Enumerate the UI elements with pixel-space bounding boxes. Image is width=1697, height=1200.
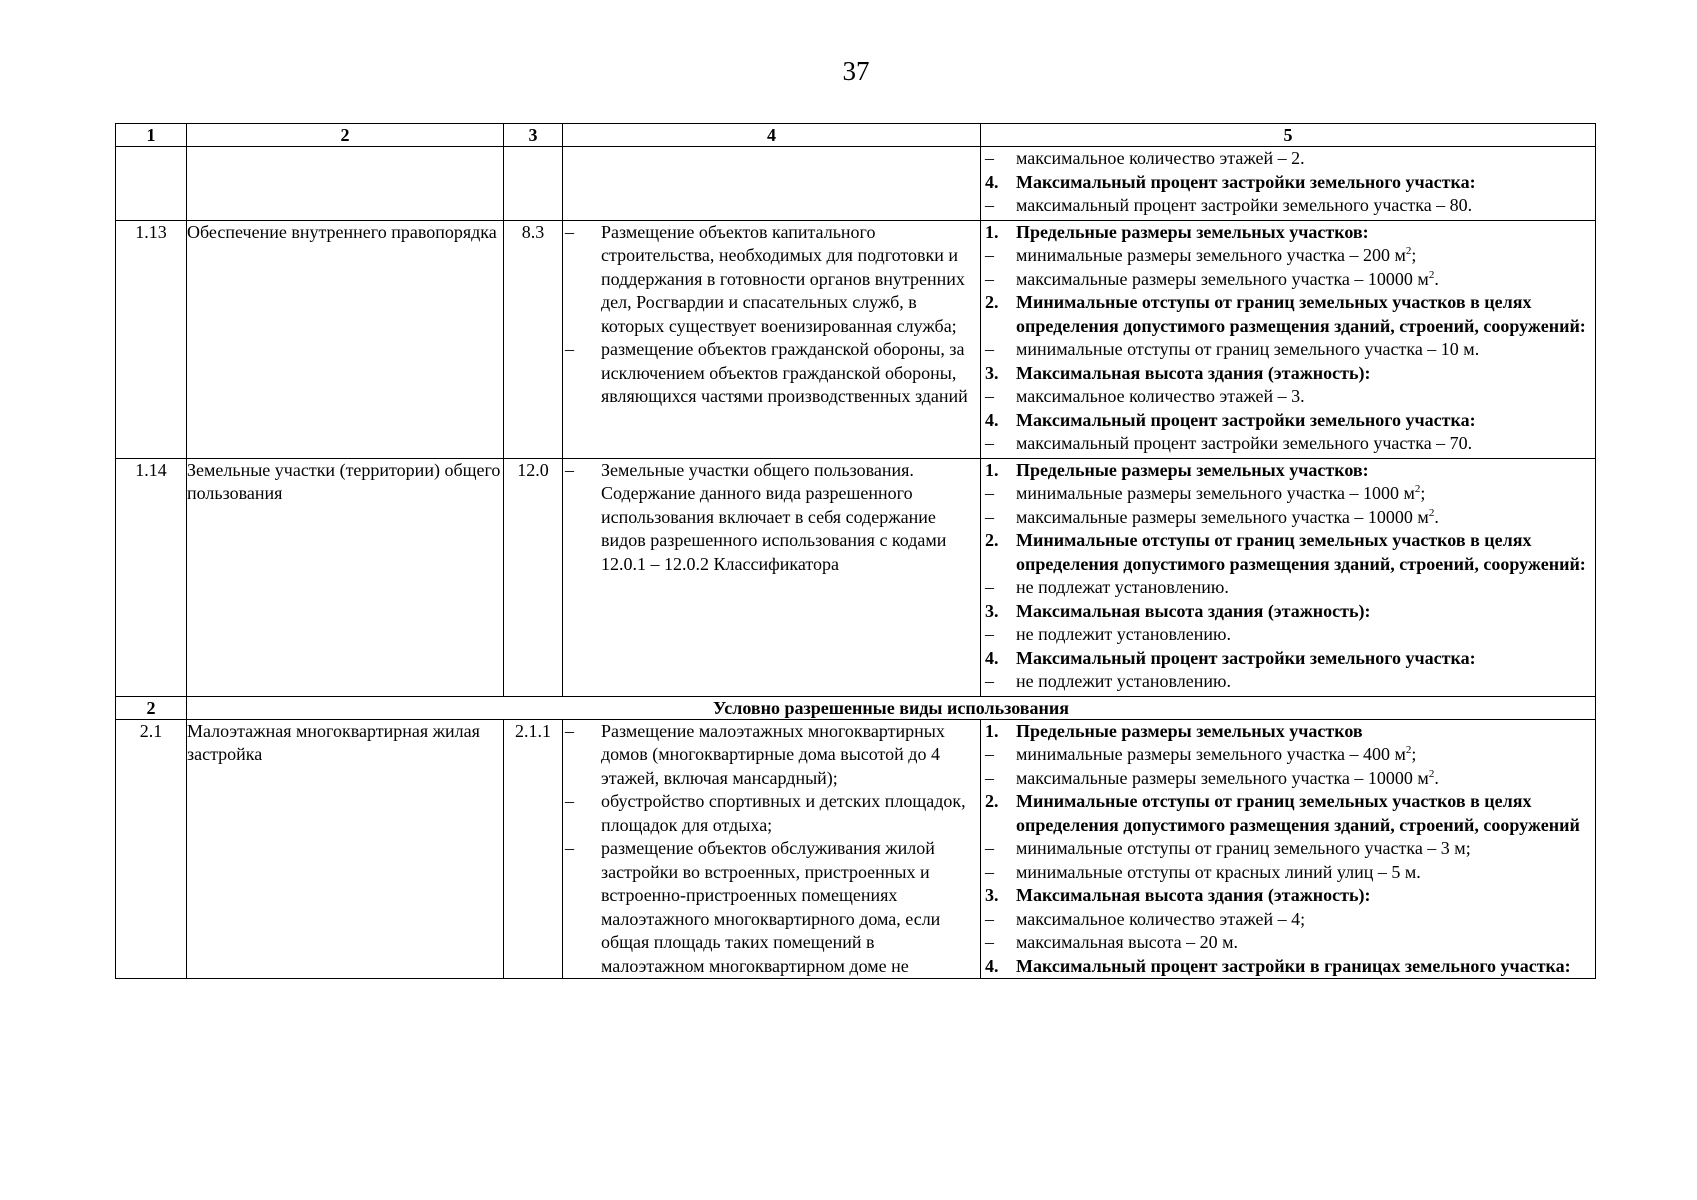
punctuation: . — [1434, 268, 1439, 289]
unit-superscript: 2 — [1428, 767, 1435, 780]
param-item — [981, 931, 1595, 955]
dash-marker: – — [985, 339, 994, 359]
item-number: 3. — [985, 885, 999, 905]
params-cell — [981, 458, 1596, 696]
params-cell — [981, 147, 1596, 221]
use-type-code: 12.0 — [504, 458, 563, 696]
unit-superscript: 2 — [1428, 506, 1435, 519]
description-item — [563, 338, 980, 409]
param-text: минимальные размеры земельного участка – 400 м — [1016, 744, 1406, 764]
param-item — [981, 623, 1595, 647]
param-text: максимальные размеры земельного участка – 10000 м — [1016, 506, 1429, 527]
unit-superscript: 2 — [1414, 483, 1421, 495]
item-number: 1. — [985, 459, 999, 480]
param-item — [981, 385, 1595, 409]
param-text: Минимальные отступы от границ земельных участков в целях определения допустимого размещения зданий, строений, сооружений: — [1016, 292, 1586, 336]
param-text: Минимальные отступы от границ земельных участков в целях определения допустимого размещения зданий, строений, сооружений: — [1016, 530, 1586, 574]
row-number: 2.1 — [116, 719, 187, 979]
param-item — [981, 743, 1595, 767]
page-number: 37 — [842, 56, 870, 86]
unit-superscript: 2 — [1405, 245, 1412, 257]
dash-marker: – — [565, 791, 574, 811]
param-text: не подлежит установлению. — [1016, 671, 1231, 691]
item-number: 2. — [985, 530, 999, 550]
dash-marker: – — [985, 245, 994, 265]
item-number: 1. — [985, 720, 999, 741]
dash-marker: – — [565, 339, 574, 359]
dash-marker: – — [565, 838, 574, 858]
param-text: минимальные отступы от границ земельного участка – 3 м; — [1016, 838, 1471, 858]
header-col-1: 1 — [116, 124, 187, 147]
unit-superscript: 2 — [1428, 268, 1435, 281]
param-heading — [981, 647, 1595, 671]
param-heading — [981, 221, 1595, 245]
description-item — [563, 459, 980, 577]
param-item — [981, 194, 1595, 218]
dash-marker: – — [565, 459, 574, 480]
param-item — [981, 268, 1595, 292]
params-cell — [981, 719, 1596, 979]
param-heading — [981, 459, 1595, 483]
table-row — [116, 719, 1596, 979]
item-number: 4. — [985, 171, 999, 192]
item-number: 4. — [985, 409, 999, 430]
dash-marker: – — [985, 624, 994, 644]
dash-marker: – — [985, 386, 994, 406]
header-col-2: 2 — [187, 124, 504, 147]
section-title: Условно разрешенные виды использования — [713, 697, 1069, 718]
punctuation: . — [1434, 767, 1439, 788]
param-item — [981, 432, 1595, 456]
table-row — [116, 458, 1596, 696]
unit-superscript: 2 — [1405, 744, 1412, 756]
section-row — [116, 696, 1596, 719]
dash-marker: – — [985, 838, 994, 858]
description-text: Земельные участки общего пользования. Содержание данного вида разрешенного использования включает в себя содержание видов разрешенного использования с кодами 12.0.1 – 12.0.2 Классификатора — [601, 459, 947, 574]
dash-marker: – — [985, 195, 994, 215]
description-cell — [563, 220, 981, 458]
param-text: максимальное количество этажей – 4; — [1016, 908, 1306, 929]
param-text: Максимальная высота здания (этажность): — [1016, 885, 1371, 905]
param-text: Максимальный процент застройки в границах земельного участка: — [1016, 955, 1571, 976]
description-item — [563, 837, 980, 978]
use-type-code: 2.1.1 — [504, 719, 563, 979]
param-heading — [981, 600, 1595, 624]
param-text: максимальные размеры земельного участка – 10000 м — [1016, 268, 1429, 289]
punctuation: ; — [1411, 245, 1417, 265]
param-text: Максимальная высота здания (этажность): — [1016, 362, 1371, 383]
param-text: не подлежит установлению. — [1016, 624, 1231, 644]
description-cell — [563, 458, 981, 696]
param-heading — [981, 171, 1595, 195]
dash-marker: – — [985, 483, 994, 503]
param-item — [981, 338, 1595, 362]
param-item — [981, 861, 1595, 885]
item-number: 2. — [985, 292, 999, 312]
description-text: размещение объектов обслуживания жилой застройки во встроенных, пристроенных и встроенно-пристроенных помещениях малоэтажного многоквартирного дома, если общая площадь таких помещений в малоэтажном многоквартирном доме не — [601, 838, 941, 976]
param-item — [981, 908, 1595, 932]
param-text: максимальное количество этажей – 3. — [1016, 386, 1305, 406]
use-type-name: Малоэтажная многоквартирная жилая застройка — [187, 719, 504, 979]
dash-marker: – — [985, 506, 994, 527]
param-text: не подлежат установлению. — [1016, 577, 1229, 597]
punctuation: ; — [1420, 483, 1426, 503]
item-number: 3. — [985, 362, 999, 383]
dash-marker: – — [985, 268, 994, 289]
param-item — [981, 576, 1595, 600]
dash-marker: – — [985, 861, 994, 882]
param-heading — [981, 362, 1595, 386]
description-item — [563, 221, 980, 339]
description-text: Размещение малоэтажных многоквартирных домов (многоквартирные дома высотой до 4 этажей, включая мансардный); — [601, 720, 945, 788]
param-text: Максимальная высота здания (этажность): — [1016, 600, 1371, 621]
dash-marker: – — [985, 908, 994, 929]
table-header-row — [116, 124, 1596, 147]
param-heading — [981, 884, 1595, 908]
param-text: Максимальный процент застройки земельного участка: — [1016, 171, 1476, 192]
use-type-name: Земельные участки (территории) общего пользования — [187, 458, 504, 696]
param-text: максимальное количество этажей – 2. — [1016, 148, 1305, 168]
param-text: Предельные размеры земельных участков: — [1016, 459, 1369, 480]
param-heading — [981, 720, 1595, 744]
param-item — [981, 506, 1595, 530]
table-row — [116, 220, 1596, 458]
param-text: максимальная высота – 20 м. — [1016, 932, 1238, 952]
section-number: 2 — [116, 696, 187, 719]
dash-marker: – — [985, 767, 994, 788]
dash-marker: – — [985, 932, 994, 952]
param-heading — [981, 529, 1595, 576]
param-heading — [981, 790, 1595, 837]
header-col-5: 5 — [981, 124, 1596, 147]
param-text: минимальные размеры земельного участка – 1000 м — [1016, 483, 1415, 503]
param-text: Предельные размеры земельных участков — [1016, 720, 1363, 741]
table-row-continuation — [116, 147, 1596, 221]
item-number: 2. — [985, 791, 999, 811]
description-text: Размещение объектов капитального строительства, необходимых для подготовки и поддержания в готовности органов внутренних дел, Росгвардии и спасательных служб, в которых существует военизированная служба; — [601, 221, 965, 336]
param-text: минимальные отступы от красных линий улиц – 5 м. — [1016, 861, 1421, 882]
param-text: минимальные размеры земельного участка – 200 м — [1016, 245, 1406, 265]
param-text: Максимальный процент застройки земельного участка: — [1016, 409, 1476, 430]
item-number: 1. — [985, 221, 999, 242]
description-text: размещение объектов гражданской обороны, за исключением объектов гражданской обороны, являющихся частями производственных зданий — [601, 339, 968, 406]
param-text: максимальный процент застройки земельного участка – 70. — [1016, 433, 1473, 453]
item-number: 4. — [985, 955, 999, 976]
param-item — [981, 244, 1595, 268]
param-item — [981, 482, 1595, 506]
param-text: минимальные отступы от границ земельного участка – 10 м. — [1016, 339, 1480, 359]
param-text: максимальный процент застройки земельного участка – 80. — [1016, 195, 1473, 215]
param-item — [981, 837, 1595, 861]
param-item — [981, 670, 1595, 694]
param-text: Максимальный процент застройки земельного участка: — [1016, 647, 1476, 668]
param-item — [981, 147, 1595, 171]
param-heading — [981, 409, 1595, 433]
description-item — [563, 720, 980, 791]
punctuation: ; — [1411, 744, 1417, 764]
param-text: Предельные размеры земельных участков: — [1016, 221, 1369, 242]
header-col-3: 3 — [504, 124, 563, 147]
dash-marker: – — [985, 433, 994, 453]
dash-marker: – — [985, 671, 994, 691]
params-cell — [981, 220, 1596, 458]
item-number: 3. — [985, 600, 999, 621]
dash-marker: – — [565, 720, 574, 741]
punctuation: . — [1434, 506, 1439, 527]
param-text: Минимальные отступы от границ земельных участков в целях определения допустимого размещения зданий, строений, сооружений — [1016, 791, 1580, 835]
param-item — [981, 767, 1595, 791]
zoning-table — [115, 123, 1596, 979]
row-number: 1.13 — [116, 220, 187, 458]
dash-marker: – — [565, 221, 574, 242]
use-type-name: Обеспечение внутреннего правопорядка — [187, 220, 504, 458]
row-number: 1.14 — [116, 458, 187, 696]
description-item — [563, 790, 980, 837]
dash-marker: – — [985, 148, 994, 168]
use-type-code: 8.3 — [504, 220, 563, 458]
dash-marker: – — [985, 744, 994, 764]
param-text: максимальные размеры земельного участка – 10000 м — [1016, 767, 1429, 788]
header-col-4: 4 — [563, 124, 981, 147]
item-number: 4. — [985, 647, 999, 668]
param-heading — [981, 955, 1595, 979]
dash-marker: – — [985, 577, 994, 597]
description-cell — [563, 719, 981, 979]
description-text: обустройство спортивных и детских площадок, площадок для отдыха; — [601, 791, 966, 835]
param-heading — [981, 291, 1595, 338]
